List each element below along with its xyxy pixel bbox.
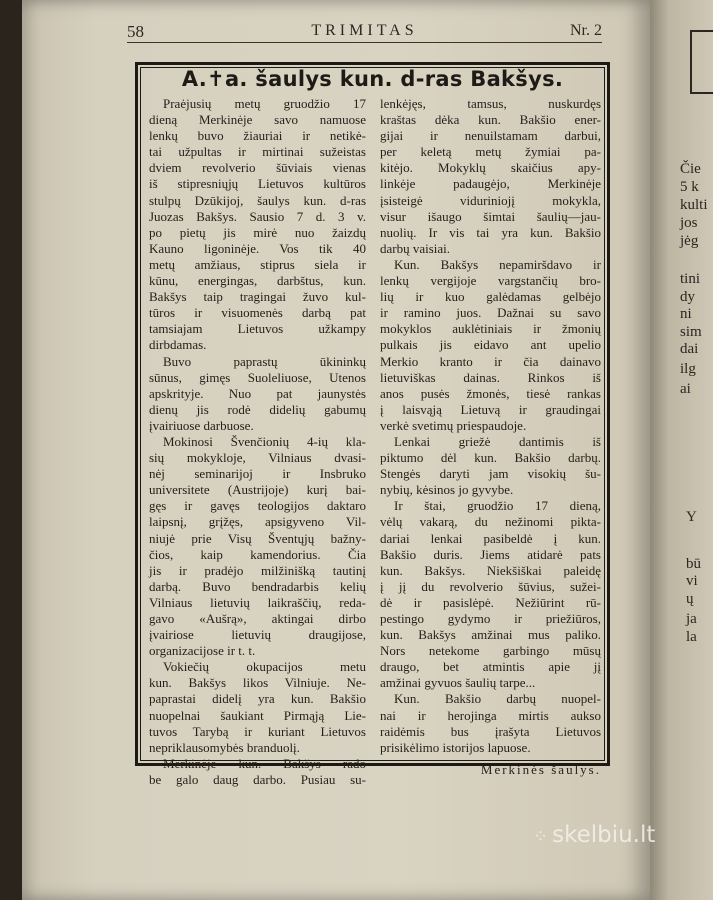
- journal-title: TRIMITAS: [311, 22, 418, 39]
- text-line: gijai ir nenuilstamam darbui,: [380, 128, 601, 144]
- text-line: Merkinėje kun. Bakšys rado: [163, 755, 366, 771]
- text-line: dviem revolverio šūviais vienas: [149, 160, 366, 176]
- text-line: Buvo paprastų ūkininkų: [163, 353, 366, 369]
- text-line: Nors netekome garbingo mūsų: [380, 643, 601, 659]
- ornament-icon: [690, 30, 713, 94]
- text-line: raidėmis bus įrašyta Lietuvos: [380, 723, 601, 739]
- article-signature: Merkinės šaulys.: [480, 761, 601, 777]
- adjacent-page-text: Čie: [680, 161, 701, 177]
- left-column: [149, 96, 366, 788]
- right-column: [380, 96, 601, 778]
- text-line: lių ir kuo galėdamas gelbėjo: [380, 289, 601, 305]
- text-line: kun. Bakšys. Niekšiškai paleidę: [380, 562, 601, 578]
- adjacent-page-edge: [650, 0, 713, 900]
- page-header: [127, 18, 602, 43]
- text-line: nybių, kėsinos jo gyvybe.: [380, 482, 514, 498]
- text-line: apskrityje. Nuo pat jaunystės: [149, 385, 366, 401]
- text-line: per keletą metų žymiai pa-: [380, 144, 601, 160]
- text-line: paprastai didelį yra kun. Bakšio: [149, 691, 366, 707]
- text-line: kraštas dėka kun. Bakšio ener-: [380, 112, 601, 128]
- text-line: sių mokykloje, Vilniaus dvasi-: [149, 450, 366, 466]
- text-line: be galo daug darbo. Pusiau su-: [149, 771, 366, 787]
- text-line: darbą. Buvo bendradarbis kelių: [149, 578, 366, 594]
- text-line: Praėjusių metų gruodžio 17: [163, 96, 366, 111]
- text-line: Lenkai griežė dantimis iš: [394, 433, 601, 449]
- text-line: Ir štai, gruodžio 17 dieną,: [394, 498, 601, 514]
- journal-page: [22, 0, 650, 900]
- text-line: tuvos Tarybą ir kuriant Lietuvos: [149, 723, 366, 739]
- text-line: nuolių. Ir vis tai yra kun. Bakšio: [380, 224, 601, 240]
- text-line: ir ramino juos. Dažnai su savo: [380, 305, 601, 321]
- adjacent-page-text: bū: [686, 556, 701, 572]
- text-line: darbų vaisiai.: [380, 240, 451, 256]
- text-line: įsisteigė viduriniojį mokykla,: [380, 192, 601, 208]
- text-line: nėj seminarijoj ir Insbruko: [149, 466, 366, 482]
- text-line: tamsiajam Lietuvos užkampy: [149, 321, 366, 337]
- text-line: dė ir pasislėpė. Nežiūrint rū-: [380, 594, 601, 610]
- adjacent-page-text: kulti: [680, 197, 708, 213]
- text-line: Vilniaus lietuvių laikraščių, reda-: [149, 594, 366, 610]
- text-line: metų amžiaus, stiprus siela ir: [149, 256, 366, 272]
- text-line: vėlų vakarą, du nežinomi pikta-: [380, 514, 601, 530]
- text-line: sūnus, gimęs Suoleliuose, Utenos: [149, 369, 366, 385]
- text-line: iš stipresniųjų Lietuvos kultūros: [149, 176, 366, 192]
- text-line: Stengės daryti jam visokių šu-: [380, 466, 601, 482]
- text-line: nuopelnai šaukiant Pirmąją Lie-: [149, 707, 366, 723]
- text-line: gavo «Aušrą», aktingai dirbo: [149, 611, 366, 626]
- adjacent-page-text: Y: [686, 509, 697, 525]
- text-line: Kun. Bakšys nepamiršdavo ir: [394, 256, 601, 272]
- text-line: organizacijose ir t. t.: [149, 643, 256, 659]
- text-line: kitėjo. Mokyklų skaičius apy-: [380, 160, 601, 176]
- text-line: Juozas Bakšys. Sausio 7 d. 3 v.: [149, 208, 366, 224]
- adjacent-page-text: ni: [680, 306, 692, 322]
- text-line: piktumo dėl kun. Bakšio darbų.: [380, 450, 601, 466]
- text-line: niujė prie Visų Šventųjų bažny-: [149, 530, 366, 546]
- watermark: [533, 822, 655, 848]
- text-line: verkė svetimų priespaudoje.: [380, 417, 527, 433]
- text-line: dirbdamas.: [149, 337, 207, 353]
- text-line: lenkų vergijoje vargstančių bro-: [380, 273, 601, 289]
- text-line: gęs ir gavęs teologijos daktaro: [149, 498, 366, 514]
- text-line: jis ir pradėjo milžinišką tautinį: [149, 562, 366, 578]
- issue-number: Nr. 2: [570, 22, 602, 39]
- text-line: tai užpultas ir mirtinai sužeistas: [149, 144, 366, 160]
- adjacent-page-text: sim: [680, 324, 702, 340]
- text-line: linkėje padaugėjo, Merkinėje: [380, 176, 601, 192]
- text-line: Bakšio duris. Jiems atidarė pats: [380, 546, 601, 562]
- adjacent-page-text: dy: [680, 289, 695, 305]
- adjacent-page-text: ai: [680, 381, 691, 397]
- adjacent-page-text: ja: [686, 611, 697, 627]
- text-line: nai ir herojinga mirtis aukso: [380, 707, 601, 723]
- text-line: kūnu, energingas, darbštus, kun.: [149, 273, 366, 289]
- text-line: Vokiečių okupacijos metu: [163, 659, 366, 675]
- dots-logo-icon: ⁘: [533, 826, 549, 847]
- text-line: tūros ir visuomenės darbą pat: [149, 305, 366, 321]
- adjacent-page-text: ilg: [680, 361, 696, 377]
- text-line: pestingo gydymo ir priežiūros,: [380, 611, 601, 626]
- text-line: kun. Bakšys likos Vilniuje. Ne-: [149, 675, 366, 691]
- text-line: amžinai gyvuos šaulių tarpe...: [380, 675, 536, 691]
- page-number: 58: [127, 22, 144, 41]
- adjacent-page-text: 5 k: [680, 179, 699, 195]
- text-line: lietuviškas dainas. Rinkos iš: [380, 369, 601, 385]
- text-line: pulkais jis eidavo ant upelio: [380, 337, 601, 353]
- text-line: į jį du revolverio šūvius, sužei-: [380, 578, 601, 594]
- adjacent-page-text: tini: [680, 271, 701, 287]
- text-line: po pietų jis mirė nuo žaizdų: [149, 224, 366, 240]
- adjacent-page-text: vi: [686, 573, 698, 589]
- text-line: Mokinosi Švenčionių 4-ių kla-: [163, 433, 366, 449]
- text-line: kun. Bakšys amžinai mus paliko.: [380, 627, 601, 643]
- text-line: stulpų Dzūkijoj, šaulys kun. d-ras: [149, 192, 366, 208]
- text-line: prisikėlimo istorijos lapuose.: [380, 739, 531, 755]
- text-line: įvairiuose darbuose.: [149, 417, 254, 433]
- adjacent-page-text: jos: [680, 215, 698, 231]
- obituary-article: [135, 62, 610, 787]
- text-line: dienų jis rodė didelių gabumų: [149, 401, 366, 417]
- text-line: įvairiose lietuvių draugijose,: [149, 627, 366, 643]
- text-line: nepriklausomybės branduolį.: [149, 739, 300, 755]
- text-line: mokyklos auklėtiniais ir žmonių: [380, 321, 601, 337]
- text-line: Merkio kranto ir čia dainavo: [380, 353, 601, 369]
- text-line: dariai lenkai pasibeldė į kun.: [380, 530, 601, 546]
- article-headline: A.✝a. šaulys kun. d-ras Bakšys.: [181, 67, 564, 91]
- adjacent-page-text: ų: [686, 591, 694, 607]
- text-line: čios, kaip kamendorius. Čia: [149, 546, 366, 562]
- text-line: Bakšys taip tragingai žuvo kul-: [149, 289, 366, 305]
- text-line: visur išaugo šimtai šaulių—jau-: [380, 208, 601, 224]
- text-line: universitete (Austrijoje) kurį bai-: [149, 482, 366, 498]
- text-line: lenkėjęs, tamsus, nuskurdęs: [380, 96, 601, 111]
- adjacent-page-text: jėg: [680, 233, 699, 249]
- text-line: Kun. Bakšio darbų nuopel-: [394, 691, 601, 707]
- adjacent-page-text: dai: [680, 341, 699, 357]
- text-line: draugo, bet atmintis apie jį: [380, 659, 601, 675]
- watermark-text: skelbiu.lt: [552, 822, 656, 848]
- text-line: į laisvąją Lietuvą ir graudingai: [380, 401, 601, 417]
- text-line: anos pusės žmonės, tiesė rankas: [380, 385, 601, 401]
- text-line: Kauno ligoninėje. Vos tik 40: [149, 240, 366, 256]
- text-line: lenkų buvo žiauriai ir netikė-: [149, 128, 366, 144]
- text-line: laipsnį, grįžęs, apsigyveno Vil-: [149, 514, 366, 530]
- adjacent-page-text: la: [686, 629, 697, 645]
- text-line: dieną Merkinėje savo namuose: [149, 112, 366, 128]
